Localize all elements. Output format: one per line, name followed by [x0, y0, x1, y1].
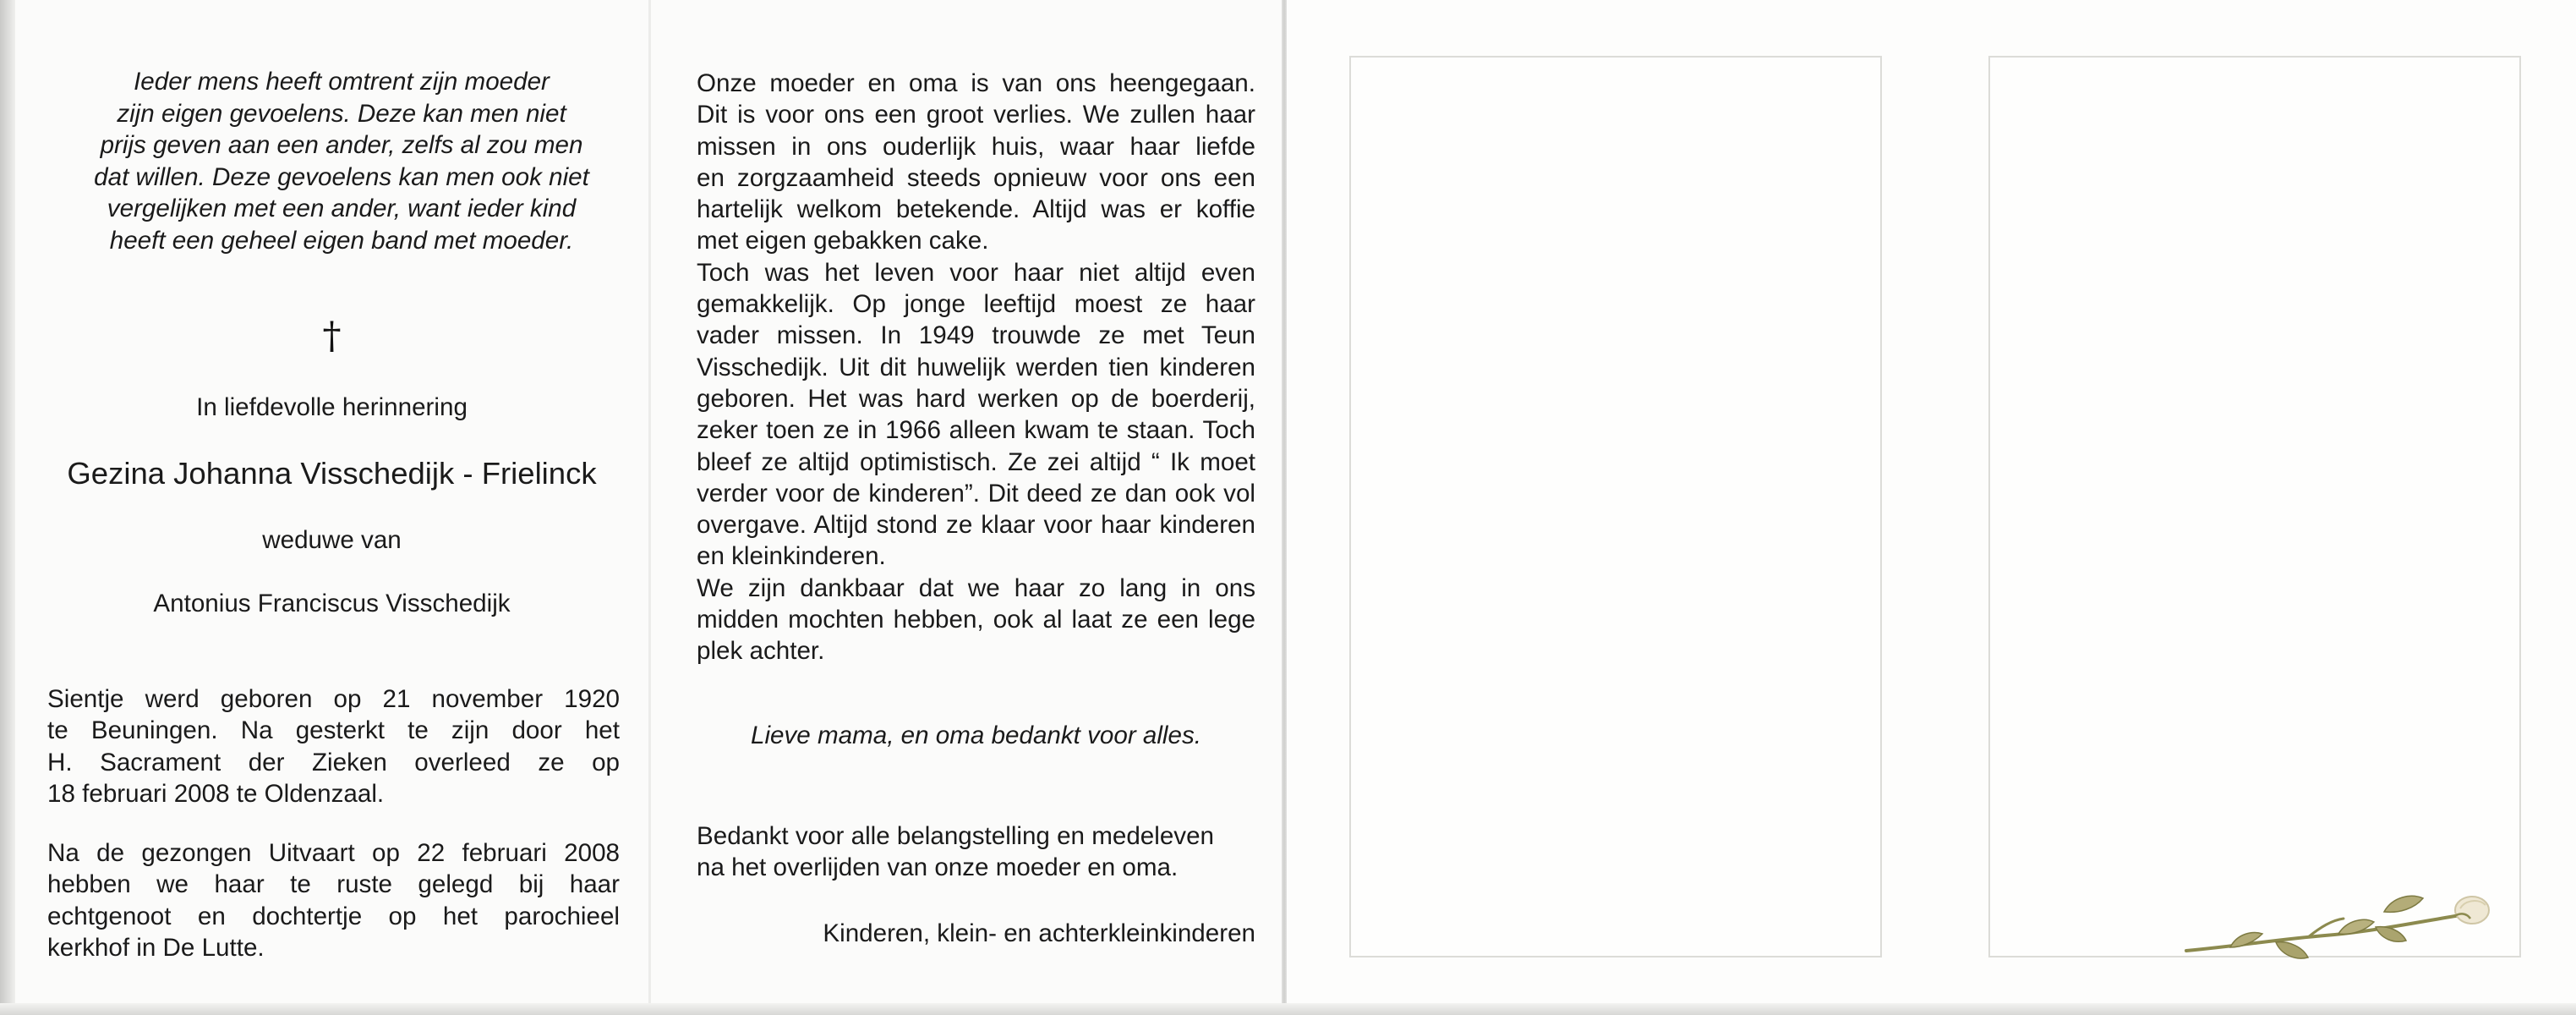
- story-line: Visschedijk. Uit dit huwelijk werden tien kinderen: [697, 353, 1255, 381]
- gratitude-line: Bedankt voor alle belangstelling en medeleven: [697, 822, 1215, 850]
- card-bottom-edge: [0, 1003, 2576, 1015]
- rose-leaf: [2384, 896, 2423, 912]
- bio-line: H. Sacrament der Zieken overleed ze op: [47, 748, 620, 776]
- cross-icon: †: [322, 315, 342, 358]
- story-line: hartelijk welkom betekende. Altijd was er koffie: [697, 195, 1255, 224]
- story-line: bleef ze altijd optimistisch. Ze zei altijd “ Ik moet: [697, 447, 1255, 476]
- page-left: [15, 0, 648, 1015]
- bio-line: kerkhof in De Lutte.: [47, 934, 265, 963]
- widow-label: weduwe van: [262, 526, 402, 554]
- story-line: We zijn dankbaar dat we haar zo lang in ons: [697, 573, 1255, 602]
- rose-stem: [2186, 915, 2460, 951]
- bio-line: Sientje werd geboren op 21 november 1920: [47, 685, 620, 713]
- story-line: zeker toen ze in 1966 alleen kwam te staan. Toch: [697, 416, 1255, 445]
- story-line: Toch was het leven voor haar niet altijd even: [697, 258, 1255, 287]
- signature: Kinderen, klein- en achterkleinkinderen: [823, 919, 1255, 947]
- story-line: en zorgzaamheid steeds opnieuw voor ons een: [697, 163, 1255, 192]
- page-middle: [651, 0, 1282, 1015]
- story-line: met eigen gebakken cake.: [697, 227, 989, 255]
- page-right: [1287, 0, 2576, 1015]
- bio-line: Na de gezongen Uitvaart op 22 februari 2008: [47, 839, 620, 867]
- story-line: plek achter.: [697, 637, 825, 666]
- poem: [41, 66, 643, 257]
- memorial-heading: In liefdevolle herinnering: [196, 393, 468, 421]
- bio-line: te Beuningen. Na gesterkt te zijn door het: [47, 716, 620, 745]
- story-line: Onze moeder en oma is van ons heengegaan.: [697, 69, 1255, 97]
- story-line: geboren. Het was hard werken op de boerderij,: [697, 384, 1255, 413]
- poem-line: heeft een geheel eigen band met moeder.: [109, 226, 574, 255]
- poem-line: dat willen. Deze gevoelens kan men ook niet: [94, 162, 589, 191]
- rose-decoration: [2181, 886, 2511, 988]
- story-line: verder voor de kinderen”. Dit deed ze dan ook vol: [697, 479, 1255, 508]
- story-line: midden mochten hebben, ook al laat ze een lege: [697, 606, 1255, 634]
- deceased-name: Gezina Johanna Visschedijk - Frielinck: [67, 456, 597, 491]
- bio-line: 18 februari 2008 te Oldenzaal.: [47, 780, 385, 809]
- photo-frame-left: [1349, 56, 1882, 957]
- poem-line: vergelijken met een ander, want ieder kind: [107, 195, 577, 223]
- bio-line: hebben we haar te ruste gelegd bij haar: [47, 870, 620, 899]
- bio-birth-paragraph: [47, 683, 620, 810]
- story-line: overgave. Altijd stond ze klaar voor haar kinderen: [697, 511, 1255, 540]
- card-left-edge: [0, 0, 15, 1015]
- story-paragraph: [697, 68, 1255, 667]
- poem-line: prijs geven aan een ander, zelfs al zou men: [100, 131, 583, 160]
- bio-funeral-paragraph: [47, 837, 620, 964]
- story-line: vader missen. In 1949 trouwde ze met Teun: [697, 321, 1255, 350]
- rose-leaf: [2230, 933, 2262, 947]
- thanks-italic: Lieve mama, en oma bedankt voor alles.: [751, 721, 1201, 749]
- photo-frame-right: [1988, 56, 2521, 957]
- gratitude-paragraph: [697, 820, 1255, 884]
- rose-leaf: [2276, 942, 2308, 958]
- poem-line: zijn eigen gevoelens. Deze kan men niet: [117, 99, 566, 128]
- bio-line: echtgenoot en dochtertje op het parochieel: [47, 902, 620, 930]
- rose-leaf: [2376, 927, 2406, 942]
- spouse-name: Antonius Franciscus Visschedijk: [153, 590, 511, 617]
- gratitude-line: na het overlijden van onze moeder en oma.: [697, 853, 1179, 882]
- poem-line: Ieder mens heeft omtrent zijn moeder: [134, 68, 550, 96]
- story-line: missen in ons ouderlijk huis, waar haar liefde: [697, 132, 1255, 161]
- story-line: gemakkelijk. Op jonge leeftijd moest ze haar: [697, 290, 1255, 319]
- story-line: en kleinkinderen.: [697, 542, 886, 571]
- story-line: Dit is voor ons een groot verlies. We zullen haar: [697, 101, 1255, 129]
